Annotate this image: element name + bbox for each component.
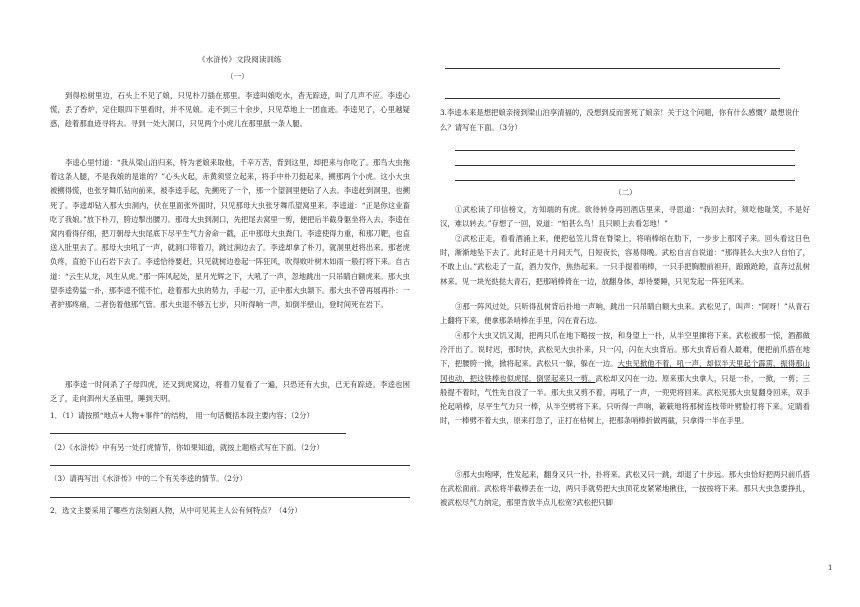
document-title: 《水浒传》文段阅读训练	[198, 55, 282, 64]
paragraph-4-text-b: 武松却又闪在一边。原来那大虫拿人，只是一扑，一掀，一剪；三般提不着时，气性先自没了一半。那大虫又剪不着，再吼了一声，一兜兜将回来。武松见那大虫复翻身回来，双手抡起哨棒，尽平生气力只一棒，从半空劈将下来。只听得一声响，簌簌地将那树连枝带叶劈脸打将下来。定睛看时，一棒劈不着大虫，原来打急了，正打在枯树上，把那条哨棒折做两截，只拿得一半在手里。	[440, 373, 810, 426]
passage-paragraph-5: ⑤那大虫咆哮，性发起来，翻身又只一扑，扑将来。武松又只一跳，却退了十步远。那大虫恰好把两只前爪搭在武松面前。武松将半截棒丢在一边，两只手就势把大虫顶花皮紧紧地揪住，一按按将下来。那只大虫急要挣扎，被武松尽气力纳定，那里肯放半点儿松宽?武松把只脚	[440, 470, 810, 508]
passage-paragraph-1: 到得松树里边，石头上不见了娘，只见朴刀插在那里。李逵叫娘吃水，杳无踪迹，叫了几声不应。李逵心慌，丢了香炉，定住眼四下里看时，并不见娘。走不到三十余步，只见草地上一团血迹。李逵见了，心里越疑惑，趁着那血迹寻将去。寻到一处大洞口，只见两个小虎儿在那里舐一条人腿。	[50, 91, 410, 129]
answer-line[interactable]	[455, 180, 795, 181]
passage-paragraph-2: 李逵心里忖道：“我从梁山泊归来，特为老娘来取他，千辛万苦，背到这里，却把来与你吃了。那鸟大虫拖着这条人腿，不是我娘的是谁的？”心头火起，赤黄须竖立起来，将手中朴刀挺起来，搠那两个小虎。这小大虫被搠得慌，也张牙舞爪钻向前来，被李逵手起，先搠死了一个，那一个望洞里便钻了入去。李逵赶到洞里，也搠死了。李逵却钻入那大虫洞内，伏在里面张外面时，只见那母大虫张牙舞爪望窝里来。李逵道：“正是你这业畜吃了我娘。”放下朴刀，胯边掣出腰刀。那母大虫到洞口，先把尾去窝里一剪，便把后半截身躯坐将入去。李逵在窝内看得仔细，把刀朝母大虫尾底下尽平生气力舍命一戳，正中那母大虫粪门。李逵使得力重，和那刀靶，也直送入肚里去了。那母大虫吼了一声，就洞口带着刀，跳过涧边去了。李逵却拿了朴刀，就洞里赶将出来。那老虎负疼，直抢下山石岩下去了。李逵恰待要赶，只见就树边卷起一阵狂风，吹得败叶树木如雨一般打将下来。自古道：“云生从龙，风生从虎。”那一阵风起处，星月光辉之下，大吼了一声，忽地跳出一只吊睛白额虎来。那大虫望李逵势猛一扑，那李逵不慌不忙，趁着那大虫的势力，手起一刀，正中那大虫颔下。那大虫不曾再展再扑：一者护那疼痛，二者伤着他那气管。那大虫退不够五七步，只听得响一声，如倒半壁山，登时间死在岩下。	[50, 158, 410, 310]
answer-line[interactable]	[445, 68, 780, 69]
answer-line[interactable]	[455, 150, 795, 151]
passage-paragraph-3: ③那一阵风过处，只听得乱树背后扑地一声响，跳出一只吊睛白额大虫来。武松见了，叫声：“阿呀！”从青石上翻将下来，便拿那条哨棒在手里，闪在青石边。	[440, 302, 810, 326]
underlined-sentence: 大虫见掀他不着，吼一声，却似半天里起个霹雳，振得那山冈也动，把这铁棒也似虎尾，倒竖起来只一剪。	[440, 359, 810, 383]
passage-paragraph-3: 那李逵一时间杀了子母四虎，还又到虎窝边，将着刀复看了一遍，只恐还有大虫，已无有踪迹。李逵也困乏了，走向泗州大圣庙里，睡到天明。	[50, 380, 410, 404]
answer-line[interactable]	[445, 98, 780, 99]
section-heading-1: （一）	[226, 72, 249, 81]
question-1-3: （3）请再写出《水浒传》中的二个有关李逵的情节。（2分）	[50, 474, 247, 483]
passage-paragraph-2: ②武松正走，看看酒涌上来，便把毡笠儿背在脊梁上，将哨棒绾在肋下，一步步上那冈子来。回头看这日色时，渐渐地坠下去了。此时正是十月间天气，日短夜长，容易得晚。武松自言自说道：“那得甚么大虫?人自怕了，不敢上山。”武松走了一直，酒力发作，焦热起来。一只手提着哨棒，一只手把胸膛前袒开，踉踉跄跄，直奔过乱树林来。见一块光挞挞大青石，把那哨棒倚在一边，放翻身体，却待要睡，只见发起一阵狂风来。	[440, 234, 810, 286]
page-number: 1	[828, 564, 833, 572]
answer-line[interactable]	[50, 433, 346, 434]
passage-paragraph-4	[440, 329, 810, 428]
answer-line[interactable]	[50, 465, 410, 466]
question-2: 2．选文主要采用了哪些方法刻画人物，从中可见其主人公有何特点？（4分）	[50, 506, 302, 515]
question-3: 3.李逵本来是想把娘亲接到梁山泊享清福的，没想到反而害死了娘亲！关于这个问题，你有什么感慨？最想说什么？请写在下面。（3分）	[440, 108, 800, 132]
answer-line[interactable]	[455, 165, 795, 166]
paragraph-4-text-a: ④那个大虫又饥又渴，把两只爪在地下略按一按，和身望上一扑，从半空里撺将下来。武松被那一惊，酒都做冷汗出了。说时迟，那时快，武松见大虫扑来，只一闪，闪在大虫背后。那大虫背后看人最难，便把前爪搭在地下，把腰胯一掀，掀将起来。武松只一躲，躲在一边。	[440, 331, 810, 369]
section-heading-2: （二）	[614, 188, 637, 197]
question-1-2: （2）《水浒传》中有另一处打虎情节，你如果知道，就按上题格式写在下面。（2分）	[50, 443, 324, 452]
question-1-1: 1．（1）请按照“地点+人物+事件”的结构， 用一句话概括本段主要内容；（2分）	[50, 411, 314, 420]
passage-paragraph-1: ①武松读了印信榜文，方知端的有虎。欲待转身再回酒店里来，寻思道：“我回去时，须吃他耻笑，不是好汉，难以转去。”存想了一回，说道：“怕甚么鸟！且只顾上去看怎地！”	[440, 205, 810, 229]
answer-line[interactable]	[50, 497, 410, 498]
